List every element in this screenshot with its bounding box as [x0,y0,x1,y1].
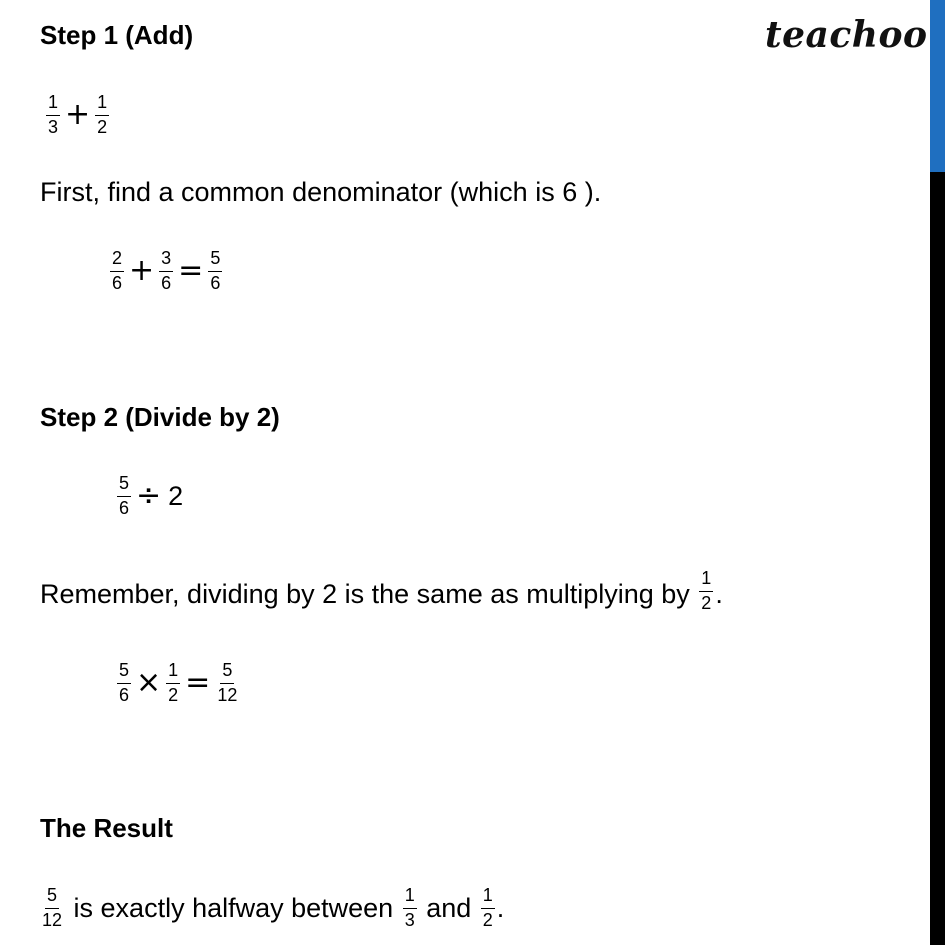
step2-explanation [40,568,723,617]
fraction: $\frac{1}{2}$ [701,568,712,613]
plus-operator: + [129,253,155,289]
step1-explanation: First, find a common denominator (which is 6 ). [40,177,602,207]
explanation-text: Remember, dividing by 2 is the same as multiplying by [40,578,698,609]
plus-operator: + [65,97,91,133]
fraction: $\frac{5}{12}$ [42,885,63,930]
result-text: and [418,892,479,923]
result-text: is exactly halfway between [66,892,401,923]
result-statement [40,886,504,931]
step1-sum-expression [108,249,224,294]
fraction: $\frac{1}{2}$ [97,92,108,137]
fraction: $\frac{3}{6}$ [161,248,172,293]
times-operator: × [136,665,162,701]
step2-division-expression [115,474,183,519]
fraction: $\frac{1}{2}$ [168,660,179,705]
equals-operator: = [178,253,204,289]
equals-operator: = [185,665,211,701]
fraction: $\frac{1}{2}$ [482,885,493,930]
period: . [496,892,505,923]
fraction: $\frac{5}{6}$ [119,473,130,518]
divide-operator: ÷ [136,478,162,514]
period: . [715,578,723,609]
fraction: $\frac{5}{12}$ [217,660,238,705]
teachoo-logo: teachoo [765,14,928,56]
fraction: $\frac{1}{3}$ [48,92,59,137]
result-heading: The Result [40,813,173,843]
step2-heading: Step 2 (Divide by 2) [40,402,280,432]
scrollbar-thumb[interactable] [930,0,945,172]
step1-expression [44,93,111,138]
fraction: $\frac{5}{6}$ [119,660,130,705]
divisor-value: 2 [168,480,184,511]
step2-multiply-expression [115,661,241,706]
step1-heading: Step 1 (Add) [40,20,194,50]
fraction: $\frac{1}{3}$ [404,885,415,930]
fraction: $\frac{2}{6}$ [112,248,123,293]
fraction: $\frac{5}{6}$ [210,248,221,293]
